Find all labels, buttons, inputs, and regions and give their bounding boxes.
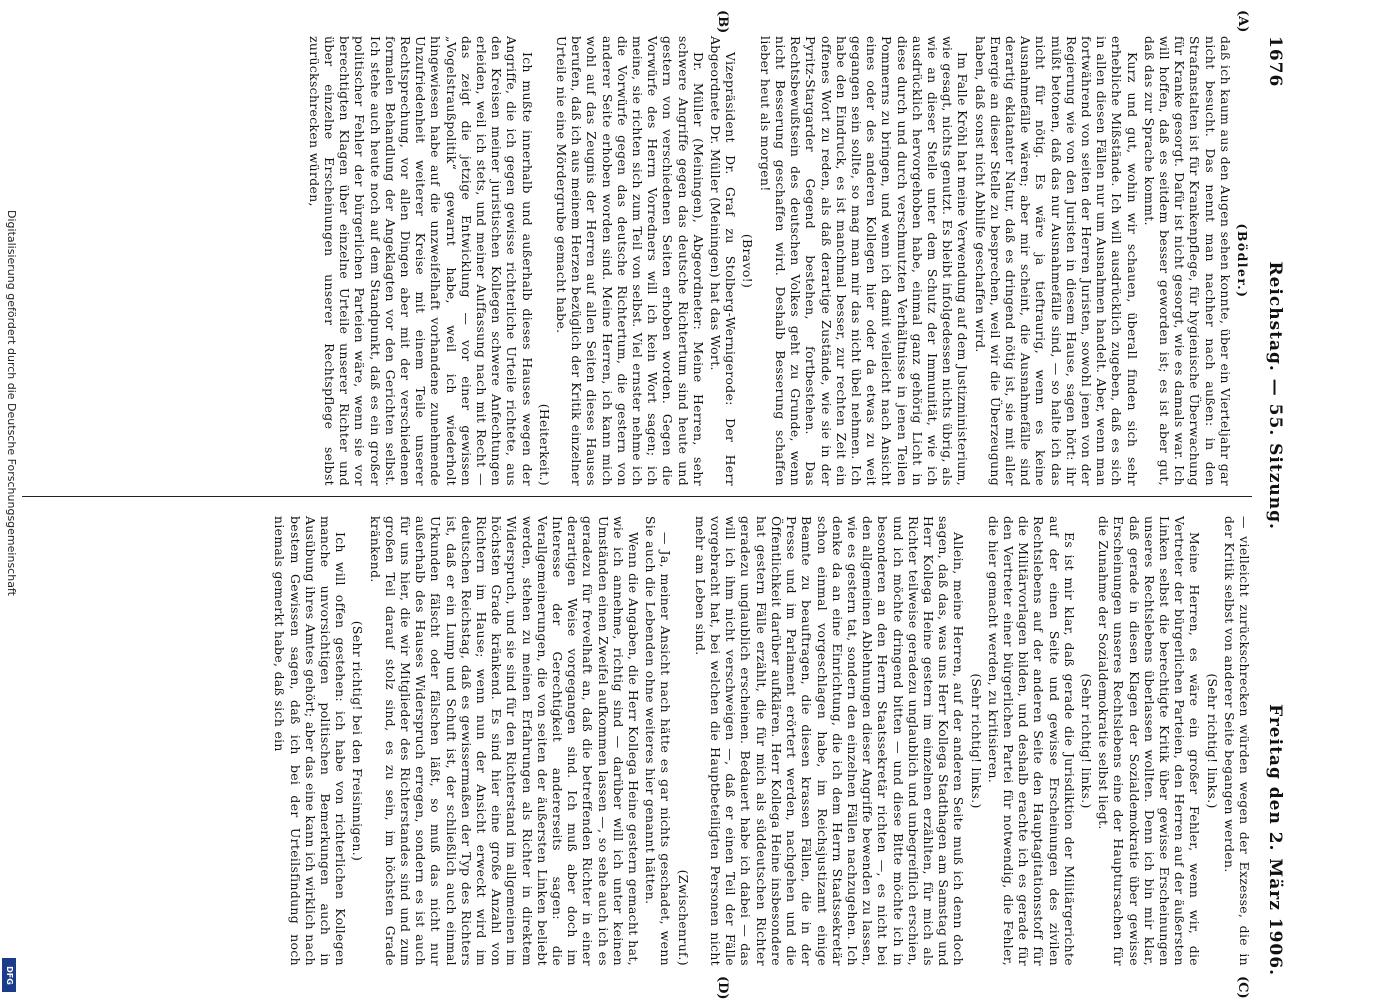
paragraph: — Ja, meiner Ansicht nach hätte es gar nichts geschadet, wenn Sie auch die Lebenden ohne weiteres hier genannt hätten. (643, 516, 674, 966)
interjection: (Sehr richtig! links.) (968, 673, 984, 809)
paragraph: Vizepräsident Dr. Graf zu Stolberg-Wernigerode: Der Herr Abgeordnete Dr. Müller (Meiningen) hat das Wort. (708, 36, 739, 486)
digitization-credit: Digitalisierung gefördert durch die Deutsche Forschungsgemeinschaft (5, 210, 18, 596)
column-divider (22, 496, 1252, 497)
document-page (10, 6, 1290, 1000)
paragraph: Im Falle Kröhl hat meine Verwendung auf dem Justizministerium, wie gesagt, nichts genutzt. Es bleibt infolgedessen nichts übrig, als wie an dieser Stelle unter dem Schutz der Immunität, wie ich ausdrücklich hervorgehoben habe, einmal ganz gehörig Licht in diese durch und durch verschmutzten Verhältnisse in jenen Teilen Pommerns zu bringen, und wenn ich damit vielleicht nach Ansicht eines oder des anderen Kollegen hier oder da etwas zu weit gegangen sein sollte, so mag man mir das nicht übel nehmen. Ich habe den Eindruck, es ist manchmal besser, zur rechten Zeit ein offenes Wort zu reden, als daß derartige Zustände, wie sie in der Pyritz-Stargarder Gegend bestehen, fortbestehen. Das Rechtsbewußtsein des deutschen Volkes geht zu Grunde, wenn nicht Besserung geschaffen wird. Deshalb Besserung schaffen lieber heut als morgen! (757, 36, 971, 486)
paragraph: Kurz und gut, wohin wir schauen, überall finden sich sehr erhebliche Mißstände. Ich will ausdrücklich zugeben, daß es sich in allen diesen Fällen nur um Ausnahmen handelt. Aber, wenn man fortwährend von seiten der Herren Juristen, sowohl jenen von der Regierung wie von den Juristen in diesem Hause, sagen hört: ihr müßt betonen, daß das nur Ausnahmefälle sind, — so halte ich das nicht für nötig. Es wäre ja tieftraurig, wenn es keine Ausnahmefälle wären; aber mir scheint, die Ausnahmefälle sind derartig eklatanter Natur, daß es dringend nötig ist, sie mit aller Energie an dieser Stelle zu besprechen, weil wir die Überzeugung haben, daß sonst nicht Abhilfe geschaffen wird. (972, 36, 1140, 486)
paragraph: — vielleicht zurückschrecken würden wegen der Exzesse, die in der Kritik selbst von anderer Seite begangen werden. (1221, 516, 1252, 966)
page-title: Reichstag. — 55. Sitzung. (1265, 261, 1285, 530)
page-number: 1676 (1265, 36, 1285, 88)
paragraph: Ich will offen gestehen: ich habe von richterlichen Kollegen manche unvorsichtigen politischen Bemerkungen auch in Ausübung ihres Amtes gehört; aber das eine kann ich wirklich nach bestem Gewissen sagen, daß ich bei der Urteilsfindung noch niemals gemerkt habe, daß sich ein (272, 516, 349, 966)
page-header (1260, 36, 1290, 976)
speaker-name: (Bödler.) (1235, 223, 1250, 299)
right-column (270, 516, 1252, 966)
interjection: (Sehr richtig! links.) (1078, 673, 1094, 809)
margin-mark-a: (A) (1235, 10, 1250, 33)
paragraph: Es ist mir klar, daß gerade die Jurisdiktion der Militärgerichte auf der einen Seite und gewisse Erscheinungen des zivilen Rechtslebens auf der anderen Seite den Hauptagitationsstoff für die Militärvorlagen bilden, und deshalb erachte ich es gerade für den Vertreter einer bürgerlichen Partei für notwendig, die Fehler, die hier gemacht werden, zu kritisieren. (985, 516, 1077, 966)
margin-mark-c: (C) (1235, 976, 1250, 999)
interjection: (Heiterkeit.) (536, 403, 552, 486)
page-date: Freitag den 2. März 1906. (1265, 704, 1285, 976)
margin-mark-b: (B) (715, 10, 730, 34)
interjection: (Zwischenruf.) (675, 869, 691, 966)
paragraph: Ich mußte innerhalb und außerhalb dieses Hauses wegen der Angriffe, die ich gegen gewisse richterliche Urteile richtete, aus den Kreisen meiner juristischen Kollegen schwere Anfechtungen erleiden, weil ich stets, und meiner Auffassung nach mit Recht — das zeigt die jetzige Entwicklung — vor einer gewissen „Vogelstraußpolitik“ gewarnt habe, weil ich wiederholt hingewiesen habe auf die unzweifelhaft vorhandene zunehmende Unzufriedenheit weiterer Kreise mit einem Teile unserer Rechtsprechung, vor allen Dingen aber mit der verschiedenen formalen Behandlung der Angeklagten vor den Gerichten selbst. Ich stehe auch heute noch auf dem Standpunkt, daß es ein großer politischer Fehler der bürgerlichen Parteien wäre, wenn sie vor berechtigten Klagen über einzelne Urteile unserer Richter und über einzelne Erscheinungen unserer Rechtspflege selbst zurückschrecken würden, (306, 36, 535, 486)
paragraph: Allein, meine Herren, auf der anderen Seite muß ich denn doch sagen, daß das, was uns Herr Kollega Stadthagen am Samstag und Herr Kollega Heine gestern im einzelnen erzählten, für mich als Richter teilweise geradezu unglaublich und unbegreiflich erschien, und ich möchte dringend bitten — und diese Bitte möchte ich in besonderen an den Herrn Staatssekretär richten —, es nicht bei den allgemeinen Ablehnungen dieser Angriffe bewenden zu lassen, wie es gestern tat, sondern den einzelnen Fällen nachzugehen. Ich denke da an eine Einrichtung, die ich dem Herrn Staatssekretär schon einmal vorgeschlagen habe, im Reichsjustizamt einige Beamte zu beauftragen, die diesen krassen Fällen, die in der Presse und im Parlament erörtert werden, nachgehen und die Öffentlichkeit darüber aufklären. Herr Kollega Heine insbesondere hat gestern Fälle erzählt, die für mich als süddeutschen Richter geradezu unglaublich erscheinen. Bedauert habe ich dabei — das will ich ihm nicht verschweigen —, daß er einen Teil der Fälle vorgebracht hat, bei welchen die Hauptbeteiligten Personen nicht mehr am Leben sind. (692, 516, 967, 966)
paragraph: Meine Herren, es wäre ein großer Fehler, wenn wir, die Vertreter der bürgerlichen Parteien, den Herren auf der äußersten Linken selbst die berechtigte Kritik über gewisse Erscheinungen unseres Rechtslebens überlassen wollten. Denn ich bin mir klar, daß gerade in diesen Klagen der Sozialdemokratie über gewisse Erscheinungen unseres Rechtslebens eine der Hauptursachen für die Zunahme der Sozialdemokratie selbst liegt. (1096, 516, 1203, 966)
paragraph: Wenn die Angaben, die Herr Kollega Heine gestern gemacht hat, wie ich annehme, richtig sind — darüber will ich unter keinen Umständen einen Zweifel aufkommen lassen —, so sehe auch ich es geradezu für frevelhaft an, daß die betreffenden Richter in einer derartigen Weise vorgegangen sind. Ich muß aber doch im Interesse der Gerechtigkeit andererseits sagen: die Verallgemeinerungen, die von seiten der äußersten Linken beliebt werden, stehen zu meinen Erfahrungen als Richter in direktem Widerspruch, und sie sind für den Richterstand im allgemeinen im höchsten Grade kränkend. Es sind hier eine große Anzahl von Richtern im Hause; wenn nun der Ansicht erweckt wird im deutschen Reichstag, daß es gewissermaßen der Typ des Richters ist, daß er ein Lump und Schuft ist, der schließlich auch einmal Urkunden fälscht oder fälschen läßt, so muß das nicht nur außerhalb des Hauses Widerspruch erregen, sondern es ist auch für uns hier, die wir Mitglieder des Richterstandes sind und zum großen Teil darauf stolz sind, es zu sein, im höchsten Grade kränkend. (367, 516, 642, 966)
margin-mark-d: (D) (715, 976, 730, 1000)
paragraph: daß ich kaum aus den Augen sehen konnte, über ein Vierteljahr gar nicht besucht. Das nennt man nachher nach außen: in den Strafanstalten ist für Krankenpflege, für hygienische Überwachung für Kranke gesorgt. Dafür ist nicht gesorgt, wie es damals war. Ich will hoffen, daß es seitdem besser geworden ist; es ist aber gut, daß das zur Sprache kommt. (1141, 36, 1233, 486)
paragraph: Dr. Müller (Meiningen), Abgeordneter: Meine Herren, sehr schwere Angriffe gegen das deutsche Richtertum sind heute und gestern von verschiedenen Seiten erhoben worden. Gegen die Vorwürfe des Herrn Vorredners will ich kein Wort sagen; ich meine, sie richten sich zum Teil von selbst. Viel ernster nehme ich die Vorwürfe gegen das deutsche Richtertum, die gestern von anderer Seite erhoben worden sind. Meine Herren, ich kann mich wohl auf das Zeugnis der Herren auf allen Seiten dieses Hauses berufen, daß ich aus meinem Herzen bezüglich der Kritik einzelner Urteile nie eine Mördergrube gemacht habe. (554, 36, 706, 486)
interjection: (Sehr richtig! bei den Freisinnigen.) (350, 620, 366, 862)
interjection: (Sehr richtig! links.) (1204, 673, 1220, 809)
left-column (305, 36, 1252, 486)
dfg-logo: DFG (2, 958, 16, 992)
interjection: (Bravo!) (740, 233, 756, 289)
